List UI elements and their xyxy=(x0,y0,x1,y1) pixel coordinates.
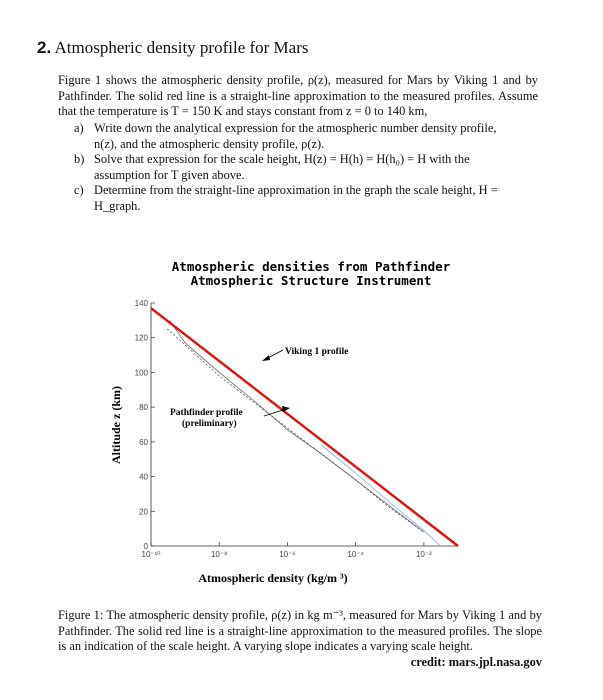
chart-title: Atmospheric densities from Pathfinder xyxy=(171,259,451,274)
y-axis-label: Altitude z (km) xyxy=(109,386,123,464)
x-axis-label: Atmospheric density (kg/m ³) xyxy=(198,571,348,585)
part-c xyxy=(74,183,536,214)
annotation-viking: Viking 1 profile xyxy=(285,347,349,357)
problem-title: Atmospheric density profile for Mars xyxy=(54,38,309,57)
part-b xyxy=(74,152,536,183)
part-a xyxy=(74,121,536,152)
part-b-label: b) xyxy=(74,152,85,166)
annotation-pathfinder-sub: (preliminary) xyxy=(182,419,237,429)
problem-number: 2. xyxy=(37,38,52,57)
part-c-label: c) xyxy=(74,183,84,197)
x-tick-label: 10⁻⁴ xyxy=(347,550,364,559)
y-tick-label: 140 xyxy=(134,299,148,308)
y-tick-label: 100 xyxy=(134,368,148,378)
x-tick-label: 10⁻¹⁰ xyxy=(141,550,161,559)
figure-caption xyxy=(58,608,542,671)
part-c-text: Determine from the straight-line approximation in the graph the scale height, H = xyxy=(94,183,498,197)
y-tick-label: 40 xyxy=(139,472,148,482)
part-a-text: Write down the analytical expression for the atmospheric number density profile, xyxy=(94,121,497,135)
x-tick-label: 10⁻⁸ xyxy=(210,550,228,559)
part-a-label: a) xyxy=(74,121,84,135)
part-a-continued: n(z), and the atmospheric density profile, ρ(z). xyxy=(94,136,325,151)
figure-1 xyxy=(58,244,558,594)
annotation-pathfinder-arrowhead xyxy=(282,406,290,412)
density-chart xyxy=(58,244,558,594)
caption-text: Figure 1: The atmospheric density profile, ρ(z) in kg m⁻³, measured for Mars by Viking 1 and by Pathfinder. The solid red line is a straight-line approximation to the measured profiles. The slope is an indication of the scale height. A varying slope indicates a varying scale height. xyxy=(58,608,542,653)
part-b-continued: assumption for T given above. xyxy=(94,167,245,182)
caption-credit: credit: mars.jpl.nasa.gov xyxy=(410,654,542,669)
y-tick-label: 80 xyxy=(139,403,148,413)
part-c-continued: H_graph. xyxy=(94,198,141,213)
problem-intro: Figure 1 shows the atmospheric density profile, ρ(z), measured for Mars by Viking 1 and by Pathfinder. The solid red line is a straight-line approximation to the measured profiles. Assume that the temperature is T = 150 K and stays constant from z = 0 to 140 km, xyxy=(58,73,538,118)
viking-profile-line xyxy=(167,329,424,532)
y-tick-label: 60 xyxy=(139,437,148,447)
y-tick-label: 0 xyxy=(143,542,148,551)
part-b-text: Solve that expression for the scale height, H(z) = H(h) = H(h₀) = H with the xyxy=(94,152,470,166)
y-tick-label: 20 xyxy=(139,507,148,517)
y-tick-label: 120 xyxy=(134,333,148,343)
annotation-viking-arrowhead xyxy=(262,355,270,361)
x-tick-label: 10⁻⁶ xyxy=(279,550,296,559)
chart-subtitle: Atmospheric Structure Instrument xyxy=(190,273,432,288)
problem-heading xyxy=(37,38,309,58)
x-tick-label: 10⁻² xyxy=(415,550,432,559)
annotation-pathfinder: Pathfinder profile xyxy=(170,408,243,418)
